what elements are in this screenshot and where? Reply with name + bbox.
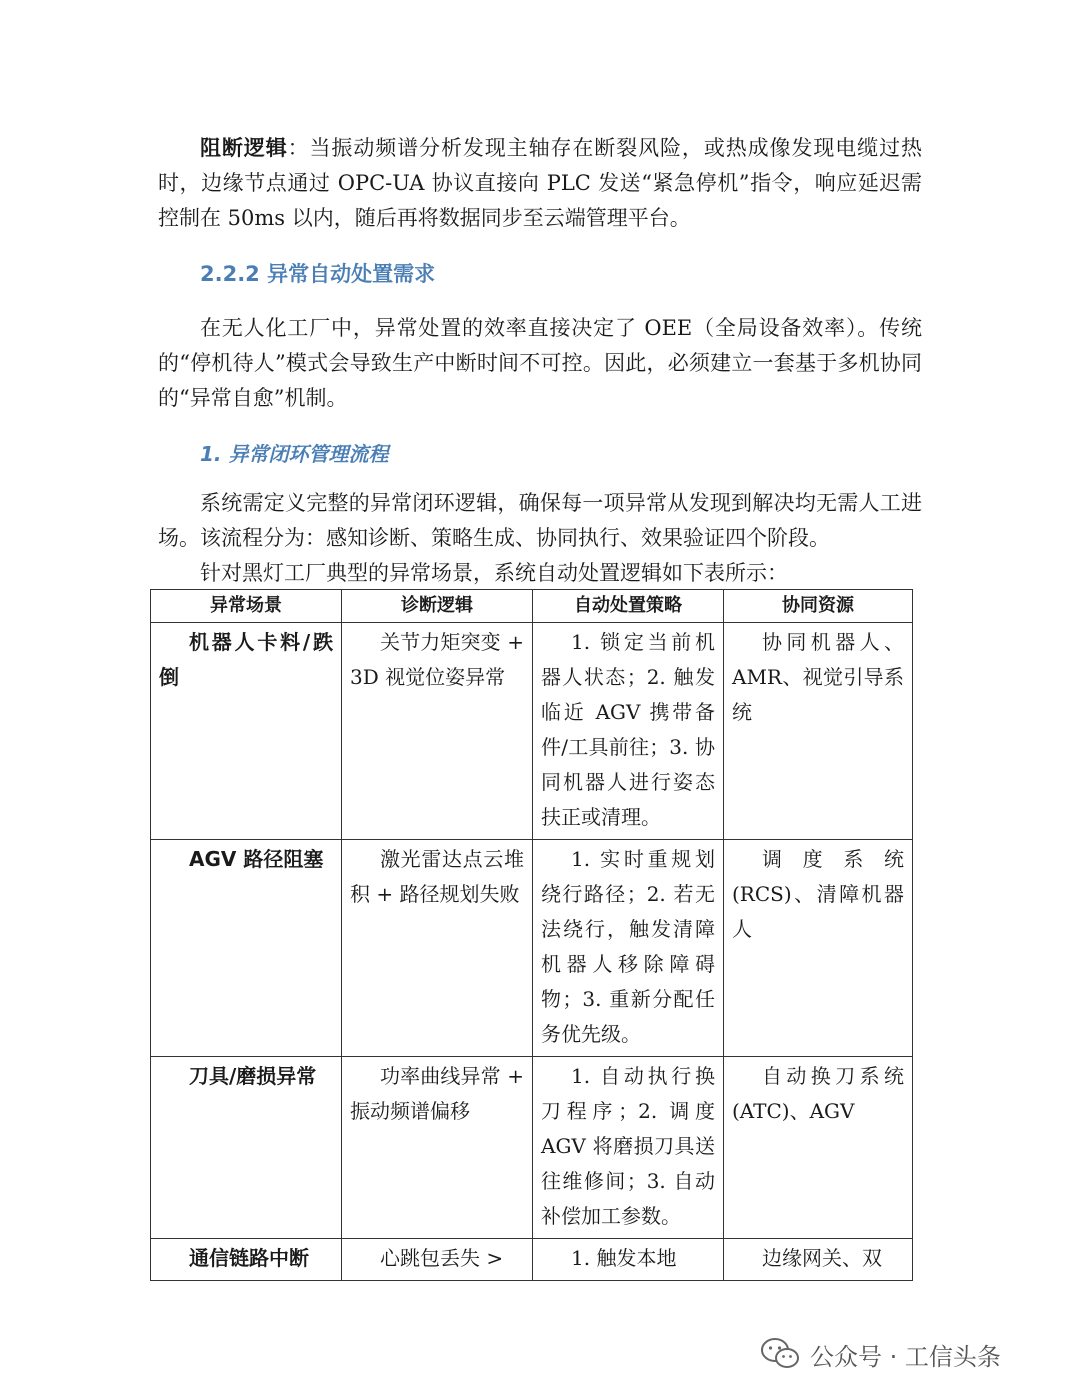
- section-intro-paragraph: 在无人化工厂中，异常处置的效率直接决定了 OEE（全局设备效率）。传统的“停机待人”模式会导致生产中断时间不可控。因此，必须建立一套基于多机协同的“异常自愈”机制。: [158, 316, 922, 410]
- table-cell-scene: 刀具/磨损异常: [151, 1057, 342, 1239]
- table-cell-diagnosis: 关节力矩突变 + 3D 视觉位姿异常: [342, 623, 533, 840]
- table-cell-resource: 自动换刀系统 (ATC)、AGV: [724, 1057, 913, 1239]
- table-cell-resource: 协同机器人、AMR、视觉引导系统: [724, 623, 913, 840]
- anomaly-handling-table: [150, 589, 913, 1281]
- table-header-cell: 异常场景: [151, 590, 342, 623]
- table-header-cell: 协同资源: [724, 590, 913, 623]
- table-header-cell: 自动处置策略: [533, 590, 724, 623]
- table-cell-strategy: 1. 实时重规划绕行路径；2. 若无法绕行，触发清障机器人移除障碍物；3. 重新分配任务优先级。: [533, 840, 724, 1057]
- table-cell-resource: 调度系统 (RCS)、清障机器人: [724, 840, 913, 1057]
- closed-loop-paragraph: 系统需定义完整的异常闭环逻辑，确保每一项异常从发现到解决均无需人工进场。该流程分为：感知诊断、策略生成、协同执行、效果验证四个阶段。: [158, 491, 922, 550]
- table-cell-diagnosis: 心跳包丢失 >: [342, 1239, 533, 1281]
- blocking-logic-text: ：当振动频谱分析发现主轴存在断裂风险，或热成像发现电缆过热时，边缘节点通过 OPC-UA 协议直接向 PLC 发送“紧急停机”指令，响应延迟需控制在 50ms 以内，随后再将数据同步至云端管理平台。: [158, 136, 922, 230]
- table-cell-scene: 通信链路中断: [151, 1239, 342, 1281]
- table-cell-diagnosis: 功率曲线异常 + 振动频谱偏移: [342, 1057, 533, 1239]
- footer-watermark: [760, 1334, 1001, 1374]
- blocking-logic-paragraph: [158, 131, 922, 236]
- section-heading: 2.2.2 异常自动处置需求: [200, 262, 436, 286]
- table-cell-resource: 边缘网关、双: [724, 1239, 913, 1281]
- table-row: [151, 840, 913, 1057]
- table-row: [151, 1057, 913, 1239]
- table-header-row: [151, 590, 913, 623]
- table-cell-scene: 机器人卡料/跌倒: [151, 623, 342, 840]
- table-header-cell: 诊断逻辑: [342, 590, 533, 623]
- table-cell-strategy: 1. 自动执行换刀程序；2. 调度 AGV 将磨损刀具送往维修间；3. 自动补偿加工参数。: [533, 1057, 724, 1239]
- table-cell-scene: AGV 路径阻塞: [151, 840, 342, 1057]
- blocking-logic-label: 阻断逻辑: [200, 136, 288, 160]
- table-cell-diagnosis: 激光雷达点云堆积 + 路径规划失败: [342, 840, 533, 1057]
- wechat-icon: [760, 1337, 800, 1371]
- subsection-heading: 1. 异常闭环管理流程: [200, 442, 389, 466]
- table-intro-paragraph: 针对黑灯工厂典型的异常场景，系统自动处置逻辑如下表所示：: [200, 561, 788, 585]
- table-row: [151, 623, 913, 840]
- footer-text: 公众号 · 工信头条: [810, 1342, 1001, 1371]
- table-cell-strategy: 1. 锁定当前机器人状态；2. 触发临近 AGV 携带备件/工具前往；3. 协同机器人进行姿态扶正或清理。: [533, 623, 724, 840]
- table-row: [151, 1239, 913, 1281]
- table-cell-strategy: 1. 触发本地: [533, 1239, 724, 1281]
